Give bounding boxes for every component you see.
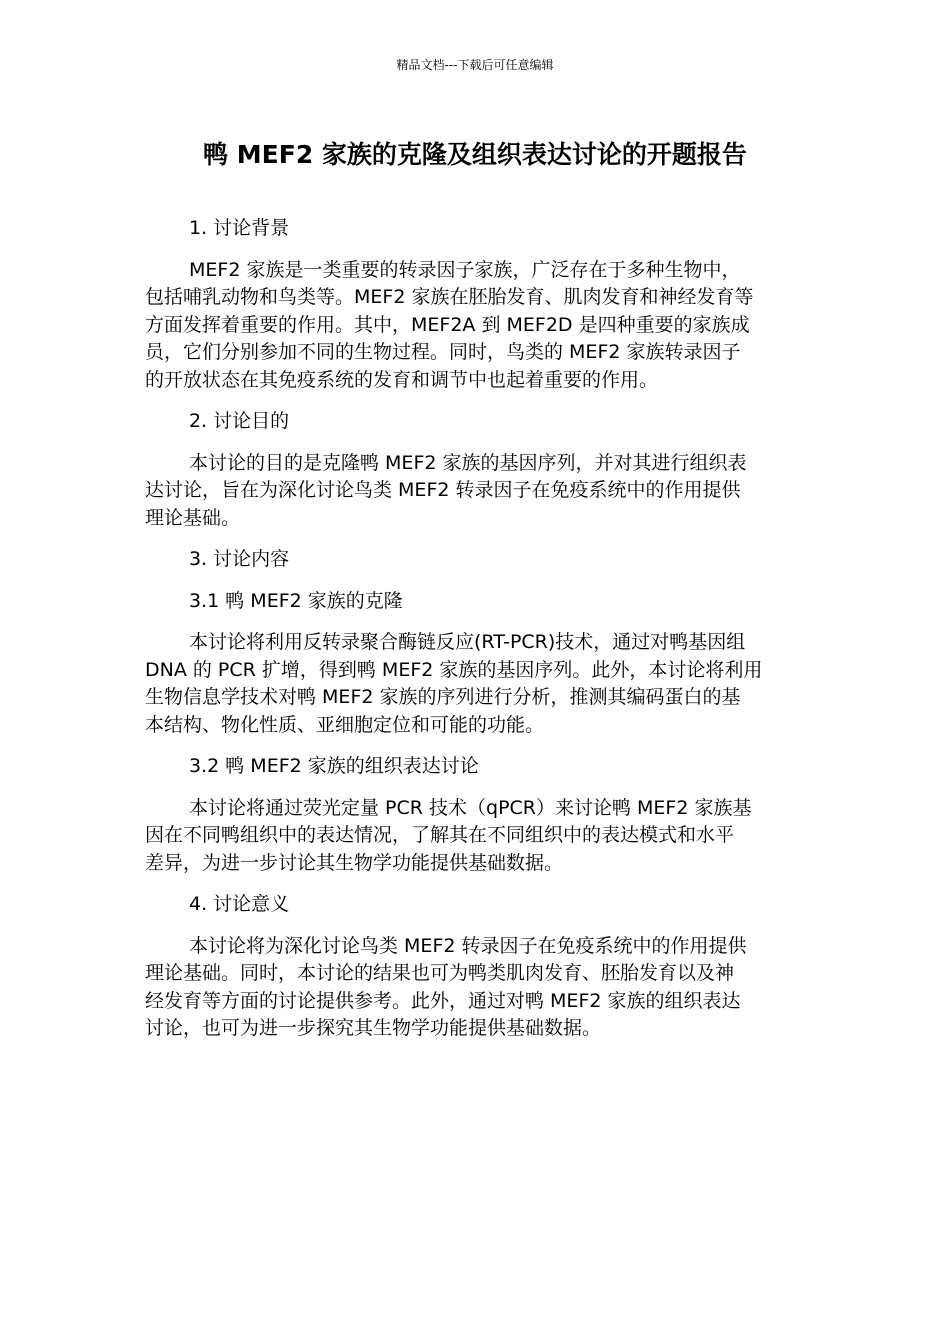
section-heading-significance: 4. 讨论意义 (189, 893, 290, 915)
paragraph-line: 理论基础。同时，本讨论的结果也可为鸭类肌肉发育、胚胎发育以及神 (145, 962, 735, 984)
paragraph-line: 的开放状态在其免疫系统的发育和调节中也起着重要的作用。 (145, 368, 659, 391)
paragraph-cloning (145, 629, 813, 739)
paragraph-line: 讨论，也可为进一步探究其生物学功能提供基础数据。 (145, 1017, 602, 1039)
subsection-heading-cloning: 3.1 鸭 MEF2 家族的克隆 (189, 589, 403, 612)
paragraph-line: 包括哺乳动物和鸟类等。MEF2 家族在胚胎发育、肌肉发育和神经发育等 (145, 286, 754, 308)
paragraph-line: MEF2 家族是一类重要的转录因子家族，广泛存在于多种生物中， (189, 258, 741, 281)
paragraph-line: 因在不同鸭组织中的表达情况，了解其在不同组织中的表达模式和水平 (145, 824, 735, 846)
paragraph-line: 差异，为进一步讨论其生物学功能提供基础数据。 (145, 851, 564, 874)
paragraph-line: 达讨论，旨在为深化讨论鸟类 MEF2 转录因子在免疫系统中的作用提供 (145, 479, 741, 501)
paragraph-line: 本讨论将为深化讨论鸟类 MEF2 转录因子在免疫系统中的作用提供 (189, 934, 747, 957)
paragraph-line: 本讨论将通过荧光定量 PCR 技术（qPCR）来讨论鸭 MEF2 家族基 (189, 796, 752, 819)
section-heading-content: 3. 讨论内容 (189, 548, 290, 570)
paragraph-expression (145, 795, 813, 878)
document-body (145, 215, 813, 1057)
paragraph-line: 本结构、物化性质、亚细胞定位和可能的功能。 (145, 713, 545, 736)
paragraph-line: DNA 的 PCR 扩增，得到鸭 MEF2 家族的基因序列。此外，本讨论将利用 (145, 658, 763, 681)
paragraph-line: 生物信息学技术对鸭 MEF2 家族的序列进行分析，推测其编码蛋白的基 (145, 686, 741, 708)
section-heading-background: 1. 讨论背景 (189, 217, 290, 239)
paragraph-line: 员，它们分别参加不同的生物过程。同时，鸟类的 MEF2 家族转录因子 (145, 341, 741, 363)
paragraph-line: 本讨论将利用反转录聚合酶链反应(RT-PCR)技术，通过对鸭基因组 (189, 631, 746, 653)
subsection-heading-expression: 3.2 鸭 MEF2 家族的组织表达讨论 (189, 755, 479, 777)
paragraph-line: 经发育等方面的讨论提供参考。此外，通过对鸭 MEF2 家族的组织表达 (145, 989, 741, 1012)
section-heading-purpose: 2. 讨论目的 (189, 410, 290, 432)
paragraph-purpose (145, 450, 813, 533)
paragraph-line: 方面发挥着重要的作用。其中，MEF2A 到 MEF2D 是四种重要的家族成 (145, 313, 750, 336)
paragraph-background (145, 257, 813, 395)
paragraph-line: 理论基础。 (145, 506, 241, 529)
paragraph-line: 本讨论的目的是克隆鸭 MEF2 家族的基因序列，并对其进行组织表 (189, 451, 747, 474)
paragraph-significance (145, 933, 813, 1043)
document-title: 鸭 MEF2 家族的克隆及组织表达讨论的开题报告 (203, 140, 747, 169)
header-note: 精品文档---下载后可任意编辑 (396, 58, 554, 72)
